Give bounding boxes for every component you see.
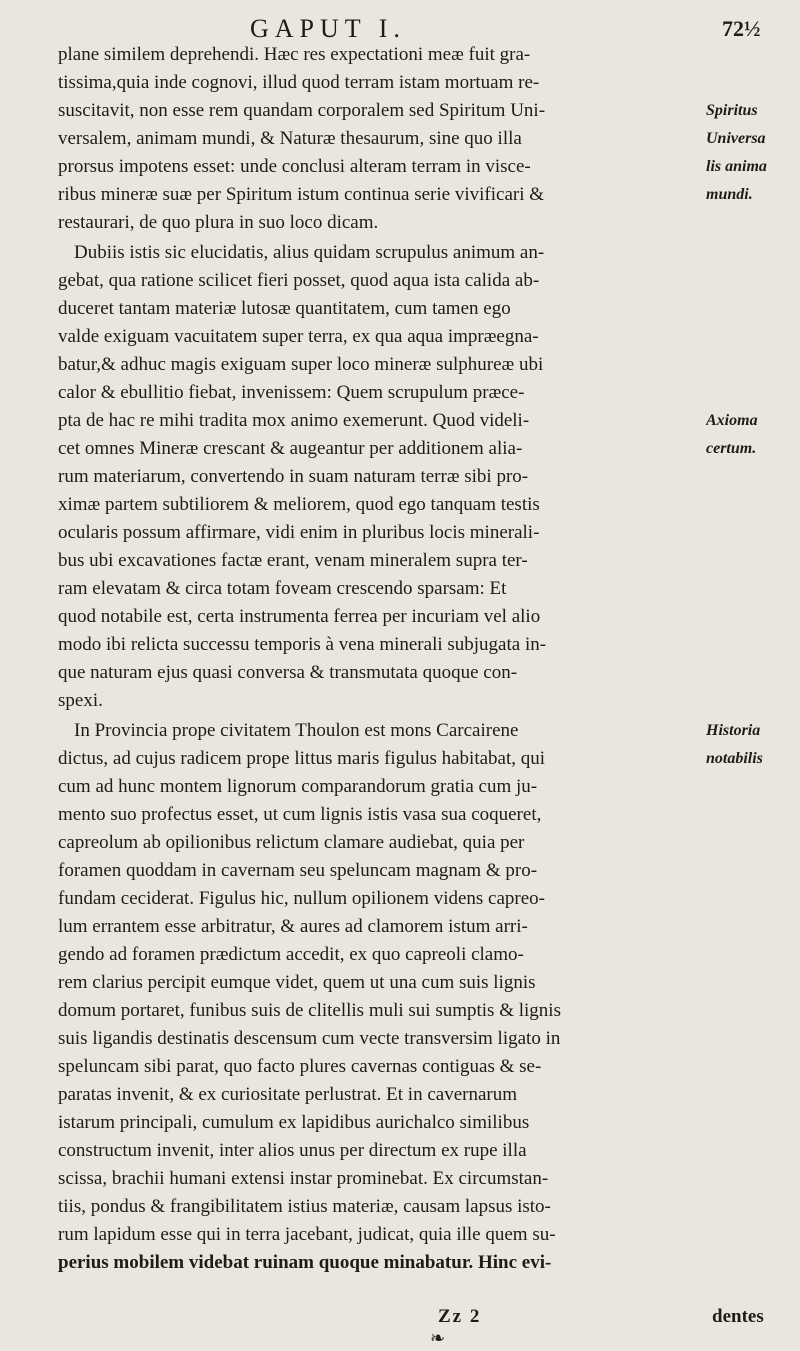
text-line: foramen quoddam in cavernam seu speluncam magnam & pro- bbox=[58, 860, 538, 881]
text-line: cum ad hunc montem lignorum comparandorum gratia cum ju- bbox=[58, 776, 538, 797]
margin-note: Spiritus bbox=[706, 102, 758, 119]
margin-note: Universa bbox=[706, 130, 766, 147]
text-line: cet omnes Mineræ crescant & augeantur per additionem alia- bbox=[58, 438, 523, 459]
margin-note: notabilis bbox=[706, 750, 763, 767]
text-line: calor & ebullitio fiebat, invenissem: Quem scrupulum præce- bbox=[58, 382, 525, 403]
text-line: capreolum ab opilionibus relictum clamare audiebat, quia per bbox=[58, 832, 525, 853]
text-line: duceret tantam materiæ lutosæ quantitatem, cum tamen ego bbox=[58, 298, 511, 319]
text-line: ribus mineræ suæ per Spiritum istum continua serie vivificari & bbox=[58, 184, 545, 205]
ornament-icon: ❧ bbox=[430, 1328, 446, 1349]
text-line: paratas invenit, & ex curiositate perlustrat. Et in cavernarum bbox=[58, 1084, 517, 1105]
text-line: lum errantem esse arbitratur, & aures ad clamorem istum arri- bbox=[58, 916, 528, 937]
text-line: rum lapidum esse qui in terra jacebant, judicat, quia ille quem su- bbox=[58, 1224, 556, 1245]
text-line: quod notabile est, certa instrumenta ferrea per incuriam vel alio bbox=[58, 606, 541, 627]
text-line: spexi. bbox=[58, 690, 103, 711]
margin-note: Axioma bbox=[706, 412, 758, 429]
margin-note: mundi. bbox=[706, 186, 753, 203]
text-line: batur,& adhuc magis exiguam super loco mineræ sulphureæ ubi bbox=[58, 354, 544, 375]
text-line: versalem, animam mundi, & Naturæ thesaurum, sine quo illa bbox=[58, 128, 522, 149]
text-line: mento suo profectus esset, ut cum lignis istis vasa sua coqueret, bbox=[58, 804, 542, 825]
text-line: gendo ad foramen prædictum accedit, ex quo capreoli clamo- bbox=[58, 944, 524, 965]
text-line: dictus, ad cujus radicem prope littus maris figulus habitabat, qui bbox=[58, 748, 546, 769]
text-line: perius mobilem videbat ruinam quoque minabatur. Hinc evi- bbox=[58, 1252, 552, 1273]
text-line: tiis, pondus & frangibilitatem istius materiæ, causam lapsus isto- bbox=[58, 1196, 551, 1217]
text-line: ximæ partem subtiliorem & meliorem, quod ego tanquam testis bbox=[58, 494, 540, 515]
text-line: scissa, brachii humani extensi instar prominebat. Ex circumstan- bbox=[58, 1168, 549, 1189]
text-line: istarum principali, cumulum ex lapidibus aurichalco similibus bbox=[58, 1112, 530, 1133]
catchword: dentes bbox=[712, 1306, 764, 1327]
text-line: gebat, qua ratione scilicet fieri posset, quod aqua ista calida ab- bbox=[58, 270, 540, 291]
text-line: constructum invenit, inter alios unus per directum ex rupe illa bbox=[58, 1140, 527, 1161]
text-line: prorsus impotens esset: unde conclusi alteram terram in visce- bbox=[58, 156, 531, 177]
text-line: rem clarius percipit eumque videt, quem ut una cum suis lignis bbox=[58, 972, 536, 993]
margin-note: lis anima bbox=[706, 158, 767, 175]
text-line: Dubiis istis sic elucidatis, alius quidam scrupulus animum an- bbox=[74, 242, 545, 263]
text-line: In Provincia prope civitatem Thoulon est mons Carcairene bbox=[74, 720, 519, 741]
signature-mark: Zz 2 bbox=[438, 1306, 482, 1327]
text-line: que naturam ejus quasi conversa & transmutata quoque con- bbox=[58, 662, 518, 683]
running-head: GAPUT I. bbox=[250, 14, 406, 43]
margin-note: Historia bbox=[706, 722, 761, 739]
text-line: fundam ceciderat. Figulus hic, nullum opilionem videns capreo- bbox=[58, 888, 546, 909]
text-line: ram elevatam & circa totam foveam crescendo sparsam: Et bbox=[58, 578, 507, 599]
text-line: rum materiarum, convertendo in suam naturam terræ sibi pro- bbox=[58, 466, 529, 487]
text-line: tissima,quia inde cognovi, illud quod terram istam mortuam re- bbox=[58, 72, 540, 93]
text-line: speluncam sibi parat, quo facto plures cavernas contiguas & se- bbox=[58, 1056, 542, 1077]
text-line: pta de hac re mihi tradita mox animo exemerunt. Quod videli- bbox=[58, 410, 530, 431]
text-line: bus ubi excavationes factæ erant, venam mineralem supra ter- bbox=[58, 550, 528, 571]
text-line: suis ligandis destinatis descensum cum vecte transversim ligato in bbox=[58, 1028, 561, 1049]
text-line: modo ibi relicta successu temporis à vena minerali subjugata in- bbox=[58, 634, 547, 655]
text-line: plane similem deprehendi. Hæc res expectationi meæ fuit gra- bbox=[58, 44, 531, 65]
page-number: 72½ bbox=[722, 16, 761, 41]
text-line: domum portaret, funibus suis de clitellis muli sui sumptis & lignis bbox=[58, 1000, 561, 1021]
margin-note: certum. bbox=[706, 440, 757, 457]
text-line: ocularis possum affirmare, vidi enim in pluribus locis minerali- bbox=[58, 522, 540, 543]
text-line: suscitavit, non esse rem quandam corporalem sed Spiritum Uni- bbox=[58, 100, 546, 121]
text-line: valde exiguam vacuitatem super terra, ex qua aqua impræegna- bbox=[58, 326, 539, 347]
text-line: restaurari, de quo plura in suo loco dicam. bbox=[58, 212, 379, 233]
